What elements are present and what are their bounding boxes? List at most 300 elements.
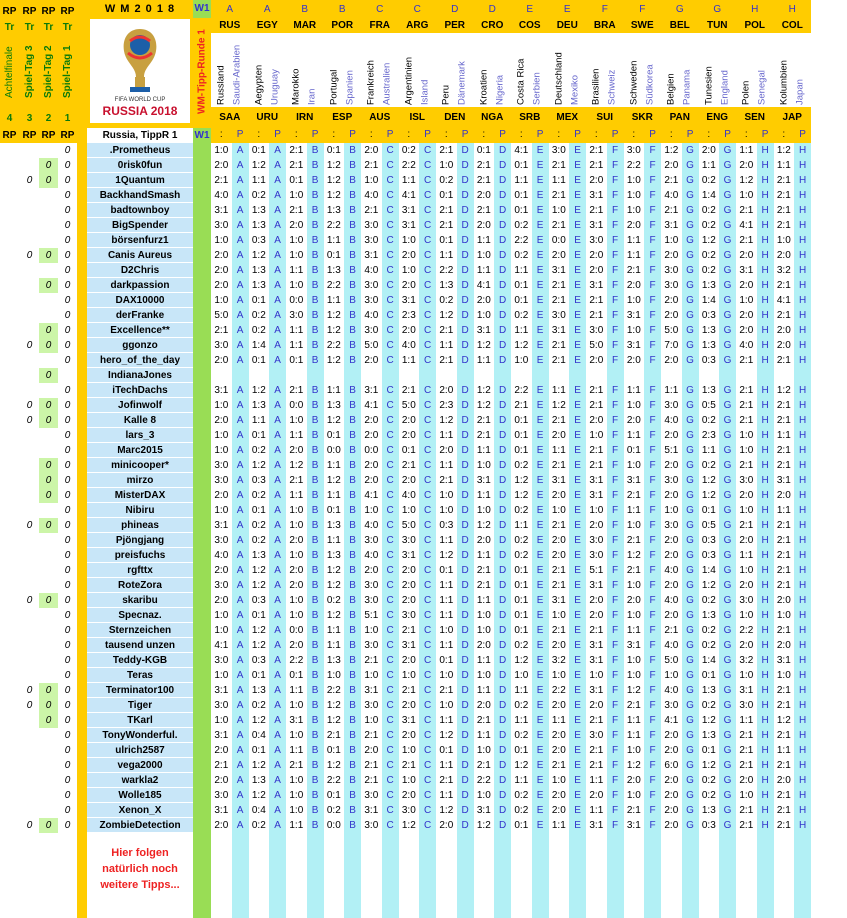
tip-group: G [719,698,736,713]
tip-group: F [644,323,661,338]
tip-score: 1:2 [324,353,345,368]
tip-group: E [569,278,586,293]
tip-score: 2:2 [436,263,457,278]
tip-group: G [682,758,699,773]
tip-group: D [494,758,511,773]
tip-score: 1:0 [549,503,570,518]
home-country: Tunesien [703,66,714,105]
tip-score: 2:1 [436,143,457,158]
tip-score: 0:3 [699,548,720,563]
group-head: P [236,129,244,140]
tip-score: 2:0 [736,278,757,293]
away-team: ENG [706,112,729,123]
tip-group: B [344,683,361,698]
tip-group: H [757,488,774,503]
tip-group: B [307,203,324,218]
tip-group: B [344,278,361,293]
tip-score: 2:1 [774,518,795,533]
tip-score: 1:1 [436,593,457,608]
tip-group: A [232,428,249,443]
tip-group: G [719,488,736,503]
tip-group: D [494,203,511,218]
tip-score: 2:0 [661,803,682,818]
player-name: minicooper* [87,458,193,473]
tip-score: 1:1 [286,683,307,698]
tip-group: H [794,593,811,608]
tip-score: 2:0 [361,563,382,578]
tip-group: H [757,818,774,833]
tip-score: 2:0 [361,473,382,488]
tip-score: 1:0 [211,713,232,728]
tip-score: 4:0 [661,683,682,698]
rp-label-2: RP [41,130,56,141]
stage-number: 3 [26,113,33,124]
tip-group: A [232,743,249,758]
tip-score: 2:0 [436,443,457,458]
score-head: : [294,129,298,140]
score-head: : [782,129,786,140]
tip-group: G [719,803,736,818]
tip-group: B [307,773,324,788]
tip-group: E [569,353,586,368]
tip-score: 2:0 [549,638,570,653]
tip-score: 1:1 [736,548,757,563]
tip-score: 1:3 [699,278,720,293]
tip-group: H [794,443,811,458]
tip-group: A [232,218,249,233]
tip-group: A [269,743,286,758]
tip-score: 2:0 [399,278,420,293]
score-head: : [669,129,673,140]
tip-group: E [569,743,586,758]
tip-score: 2:1 [736,353,757,368]
tip-score: 3:0 [211,338,232,353]
tip-score: 2:3 [699,428,720,443]
tip-group: D [494,578,511,593]
tip-score: 2:1 [736,518,757,533]
row-rp3 [20,158,39,173]
tip-group: D [494,653,511,668]
tip-score: 0:2 [511,803,532,818]
tip-group: B [344,443,361,458]
tip-score: 0:2 [699,248,720,263]
tip-score: 0:1 [699,503,720,518]
tip-group: D [494,503,511,518]
tip-score: 2:0 [661,818,682,833]
row-rp2: 0 [39,173,58,188]
group-letter: H [788,4,796,15]
tip-score: 1:0 [736,668,757,683]
tip-group [344,368,361,383]
tip-score: 1:2 [474,818,495,833]
tip-group: E [532,503,549,518]
row-rp1: 0 [64,280,71,291]
tip-score: 2:0 [211,248,232,263]
tip-group: C [419,173,436,188]
tip-group: E [569,383,586,398]
tr-label: Tr [62,22,73,33]
tip-group: G [719,578,736,593]
tip-group: F [644,428,661,443]
tip-group: C [419,203,436,218]
tip-score: 2:1 [736,803,757,818]
row-rp3 [20,533,39,548]
tip-group: G [719,248,736,263]
away-team: JAP [782,112,802,123]
tip-score: 3:0 [586,323,607,338]
tip-score: 1:0 [774,608,795,623]
tip-score: 1:2 [436,548,457,563]
tip-group: F [644,338,661,353]
tip-score: 0:2 [699,638,720,653]
tip-group: F [644,533,661,548]
tip-group: C [382,818,399,833]
tip-group: A [269,713,286,728]
row-rp3 [20,293,39,308]
stage-title: Achtelfinale [4,46,15,98]
tip-score: 2:1 [549,278,570,293]
group-letter: C [376,4,384,15]
tip-score: 2:1 [586,743,607,758]
tip-score: 0:1 [511,158,532,173]
tip-score: 3:0 [211,533,232,548]
empty-group-col [269,833,286,918]
tip-group: B [307,548,324,563]
tip-score: 1:1 [324,233,345,248]
tip-score: 2:1 [549,758,570,773]
tip-group: H [757,503,774,518]
tip-group: A [269,233,286,248]
tip-score: 1:0 [211,233,232,248]
away-country: England [719,70,730,105]
tip-group: D [457,233,474,248]
tip-score: 1:3 [699,323,720,338]
tip-score: 2:1 [286,473,307,488]
away-country: Schweiz [606,69,618,105]
row-rp1: 0 [64,670,71,681]
tip-score: 4:1 [361,488,382,503]
tip-score: 0:2 [249,308,270,323]
tip-score: 1:1 [624,383,645,398]
tip-score: 3:1 [211,518,232,533]
home-team: COS [518,20,541,31]
tip-group: A [232,398,249,413]
tip-group: G [682,653,699,668]
tip-score: 2:1 [774,683,795,698]
tip-score: 2:0 [361,143,382,158]
tip-group: G [682,713,699,728]
tip-score: 1:1 [436,788,457,803]
row-rp1: 0 [64,205,71,216]
tip-group: B [344,173,361,188]
tip-group: E [532,593,549,608]
tip-score: 2:0 [436,383,457,398]
tip-score [511,368,532,383]
tip-group: F [644,233,661,248]
tip-group: H [757,773,774,788]
tip-group [307,368,324,383]
tip-score: 2:0 [286,218,307,233]
tip-score: 2:0 [661,488,682,503]
tip-group: C [382,488,399,503]
tip-score: 2:1 [361,758,382,773]
row-rp1: 0 [64,415,71,426]
tip-group: C [382,278,399,293]
tip-group: D [494,353,511,368]
empty-group-col [682,833,699,918]
tip-group: B [344,248,361,263]
player-name: Marc2015 [87,443,193,458]
tip-group: C [419,563,436,578]
row-rp3 [20,563,39,578]
tip-group: D [494,218,511,233]
tip-group: F [607,428,624,443]
tip-group: D [494,233,511,248]
tip-score: 3:1 [211,683,232,698]
tip-score: 1:1 [474,233,495,248]
tip-score: 2:0 [549,788,570,803]
tip-group: E [532,728,549,743]
tip-group: B [344,818,361,833]
tip-group: G [719,518,736,533]
tip-score: 1:0 [624,173,645,188]
tip-score: 1:1 [774,743,795,758]
tip-group: G [719,713,736,728]
tip-score: 2:0 [774,248,795,263]
tip-score: 1:0 [474,308,495,323]
tip-group: D [457,248,474,263]
tip-score: 1:3 [324,548,345,563]
tip-group: A [232,758,249,773]
tip-score: 3:1 [586,578,607,593]
player-name: 1Quantum [87,173,193,188]
row-rp3 [20,218,39,233]
tip-group: A [269,218,286,233]
row-rp2 [39,233,58,248]
tip-score: 0:3 [436,518,457,533]
tip-group: H [794,233,811,248]
tip-score: 2:1 [736,743,757,758]
tip-group: D [457,488,474,503]
tip-group: E [532,608,549,623]
tip-group: H [757,683,774,698]
tip-score: 1:1 [624,233,645,248]
tip-score: 0:1 [624,443,645,458]
tip-score: 1:1 [736,143,757,158]
tip-score: 3:0 [361,323,382,338]
tip-group: A [269,563,286,578]
tip-group: C [419,338,436,353]
tip-score: 2:2 [549,683,570,698]
tip-group: F [607,803,624,818]
tip-group: A [269,653,286,668]
row-rp1: 0 [64,295,71,306]
empty-group-col [607,833,624,918]
tip-score: 1:0 [286,548,307,563]
tip-score: 0:5 [699,398,720,413]
tip-group: E [532,668,549,683]
tip-group: G [682,473,699,488]
tip-group: G [719,653,736,668]
row-rp2 [39,188,58,203]
tip-score: 2:1 [436,473,457,488]
tip-group: G [719,743,736,758]
tip-group: A [232,638,249,653]
tip-group: H [757,233,774,248]
tip-group: H [757,563,774,578]
tip-group: E [532,278,549,293]
tip-score: 4:0 [661,593,682,608]
tip-group: D [494,173,511,188]
tip-group: F [644,788,661,803]
tip-group: G [719,473,736,488]
tip-group: F [644,713,661,728]
row-rp3 [20,653,39,668]
tip-group: C [382,188,399,203]
tip-group: D [494,188,511,203]
home-country: Aegypten [253,64,264,105]
tip-score: 0:1 [511,818,532,833]
tip-score: 3:0 [586,533,607,548]
tip-group: E [532,698,549,713]
row-rp2: 0 [39,818,58,833]
tip-group: A [232,533,249,548]
row-rp1: 0 [64,355,71,366]
tip-score: 0:1 [286,173,307,188]
tip-group: C [382,773,399,788]
row-rp3 [20,713,39,728]
tip-group: G [719,263,736,278]
tip-group: A [269,203,286,218]
tip-score: 2:0 [586,698,607,713]
tip-score: 2:0 [774,488,795,503]
tip-group: F [644,458,661,473]
tip-group: A [232,188,249,203]
tip-score: 3:0 [361,218,382,233]
away-country: Iran [306,88,318,105]
tip-group: D [494,488,511,503]
row-rp1: 0 [64,325,71,336]
tip-score: 3:1 [474,803,495,818]
tip-group: F [644,683,661,698]
tip-score: 3:1 [624,638,645,653]
tip-score: 1:1 [736,713,757,728]
tip-score: 1:2 [699,713,720,728]
tip-group: H [757,473,774,488]
tip-group: A [232,353,249,368]
tip-score: 2:1 [624,533,645,548]
tip-group: G [719,773,736,788]
tip-score: 1:3 [249,398,270,413]
row-rp1: 0 [64,250,71,261]
tip-score: 0:2 [511,548,532,563]
tip-score: 1:1 [474,443,495,458]
home-country: Costa Rica [515,58,527,105]
tip-group: C [382,788,399,803]
tip-group: F [607,398,624,413]
tip-group: H [794,743,811,758]
tip-group: B [307,278,324,293]
home-team: POR [331,20,354,31]
tip-group: G [719,278,736,293]
tip-group: D [457,653,474,668]
tip-score: 1:1 [436,713,457,728]
tip-score: 0:1 [511,608,532,623]
tip-score: 3:1 [774,473,795,488]
tip-score: 1:0 [624,458,645,473]
tip-score: 2:1 [549,353,570,368]
tip-score: 1:1 [549,713,570,728]
tip-score: 2:0 [736,323,757,338]
tip-score: 1:0 [624,788,645,803]
tip-score: 2:2 [324,278,345,293]
tip-group: C [419,548,436,563]
tip-group: F [607,653,624,668]
tip-group [719,368,736,383]
tip-group: E [569,428,586,443]
tip-group: F [607,698,624,713]
tip-score: 2:1 [511,398,532,413]
row-rp2: 0 [39,368,58,383]
tip-group: D [457,293,474,308]
tip-group: F [607,548,624,563]
tip-score: 1:0 [436,503,457,518]
tip-group: D [457,608,474,623]
tip-score: 2:1 [774,758,795,773]
tip-score: 0:0 [361,443,382,458]
tip-group: F [644,608,661,623]
tip-group: H [757,593,774,608]
tip-score: 0:1 [511,743,532,758]
tip-score: 2:2 [474,773,495,788]
tip-group: F [607,173,624,188]
tip-score: 1:2 [774,713,795,728]
tip-group: H [757,728,774,743]
tip-score: 0:2 [399,143,420,158]
tip-score: 3:0 [399,608,420,623]
tip-score: 3:0 [361,638,382,653]
tip-group: G [682,773,699,788]
tip-group: F [644,593,661,608]
tip-score: 3:0 [361,533,382,548]
tip-score: 3:0 [211,458,232,473]
row-rp1: 0 [64,190,71,201]
home-country: Polen [740,80,752,105]
tip-group: D [494,383,511,398]
tip-group: H [794,263,811,278]
tip-score: 0:1 [436,743,457,758]
tip-score: 2:1 [549,413,570,428]
tip-score: 0:1 [436,653,457,668]
tip-group: C [419,188,436,203]
row-rp2 [39,383,58,398]
tip-group: D [494,623,511,638]
tip-score: 1:0 [624,323,645,338]
tip-group: D [457,548,474,563]
tip-group: H [757,533,774,548]
tip-score: 2:0 [436,818,457,833]
tip-group: F [607,608,624,623]
tip-score: 1:0 [661,233,682,248]
tip-group: E [569,548,586,563]
tip-score: 2:1 [286,383,307,398]
group-head: P [799,129,806,140]
tip-group: A [269,443,286,458]
tip-score: 1:0 [661,668,682,683]
tip-group: E [569,803,586,818]
tip-group: H [757,158,774,173]
tip-score: 1:1 [324,293,345,308]
